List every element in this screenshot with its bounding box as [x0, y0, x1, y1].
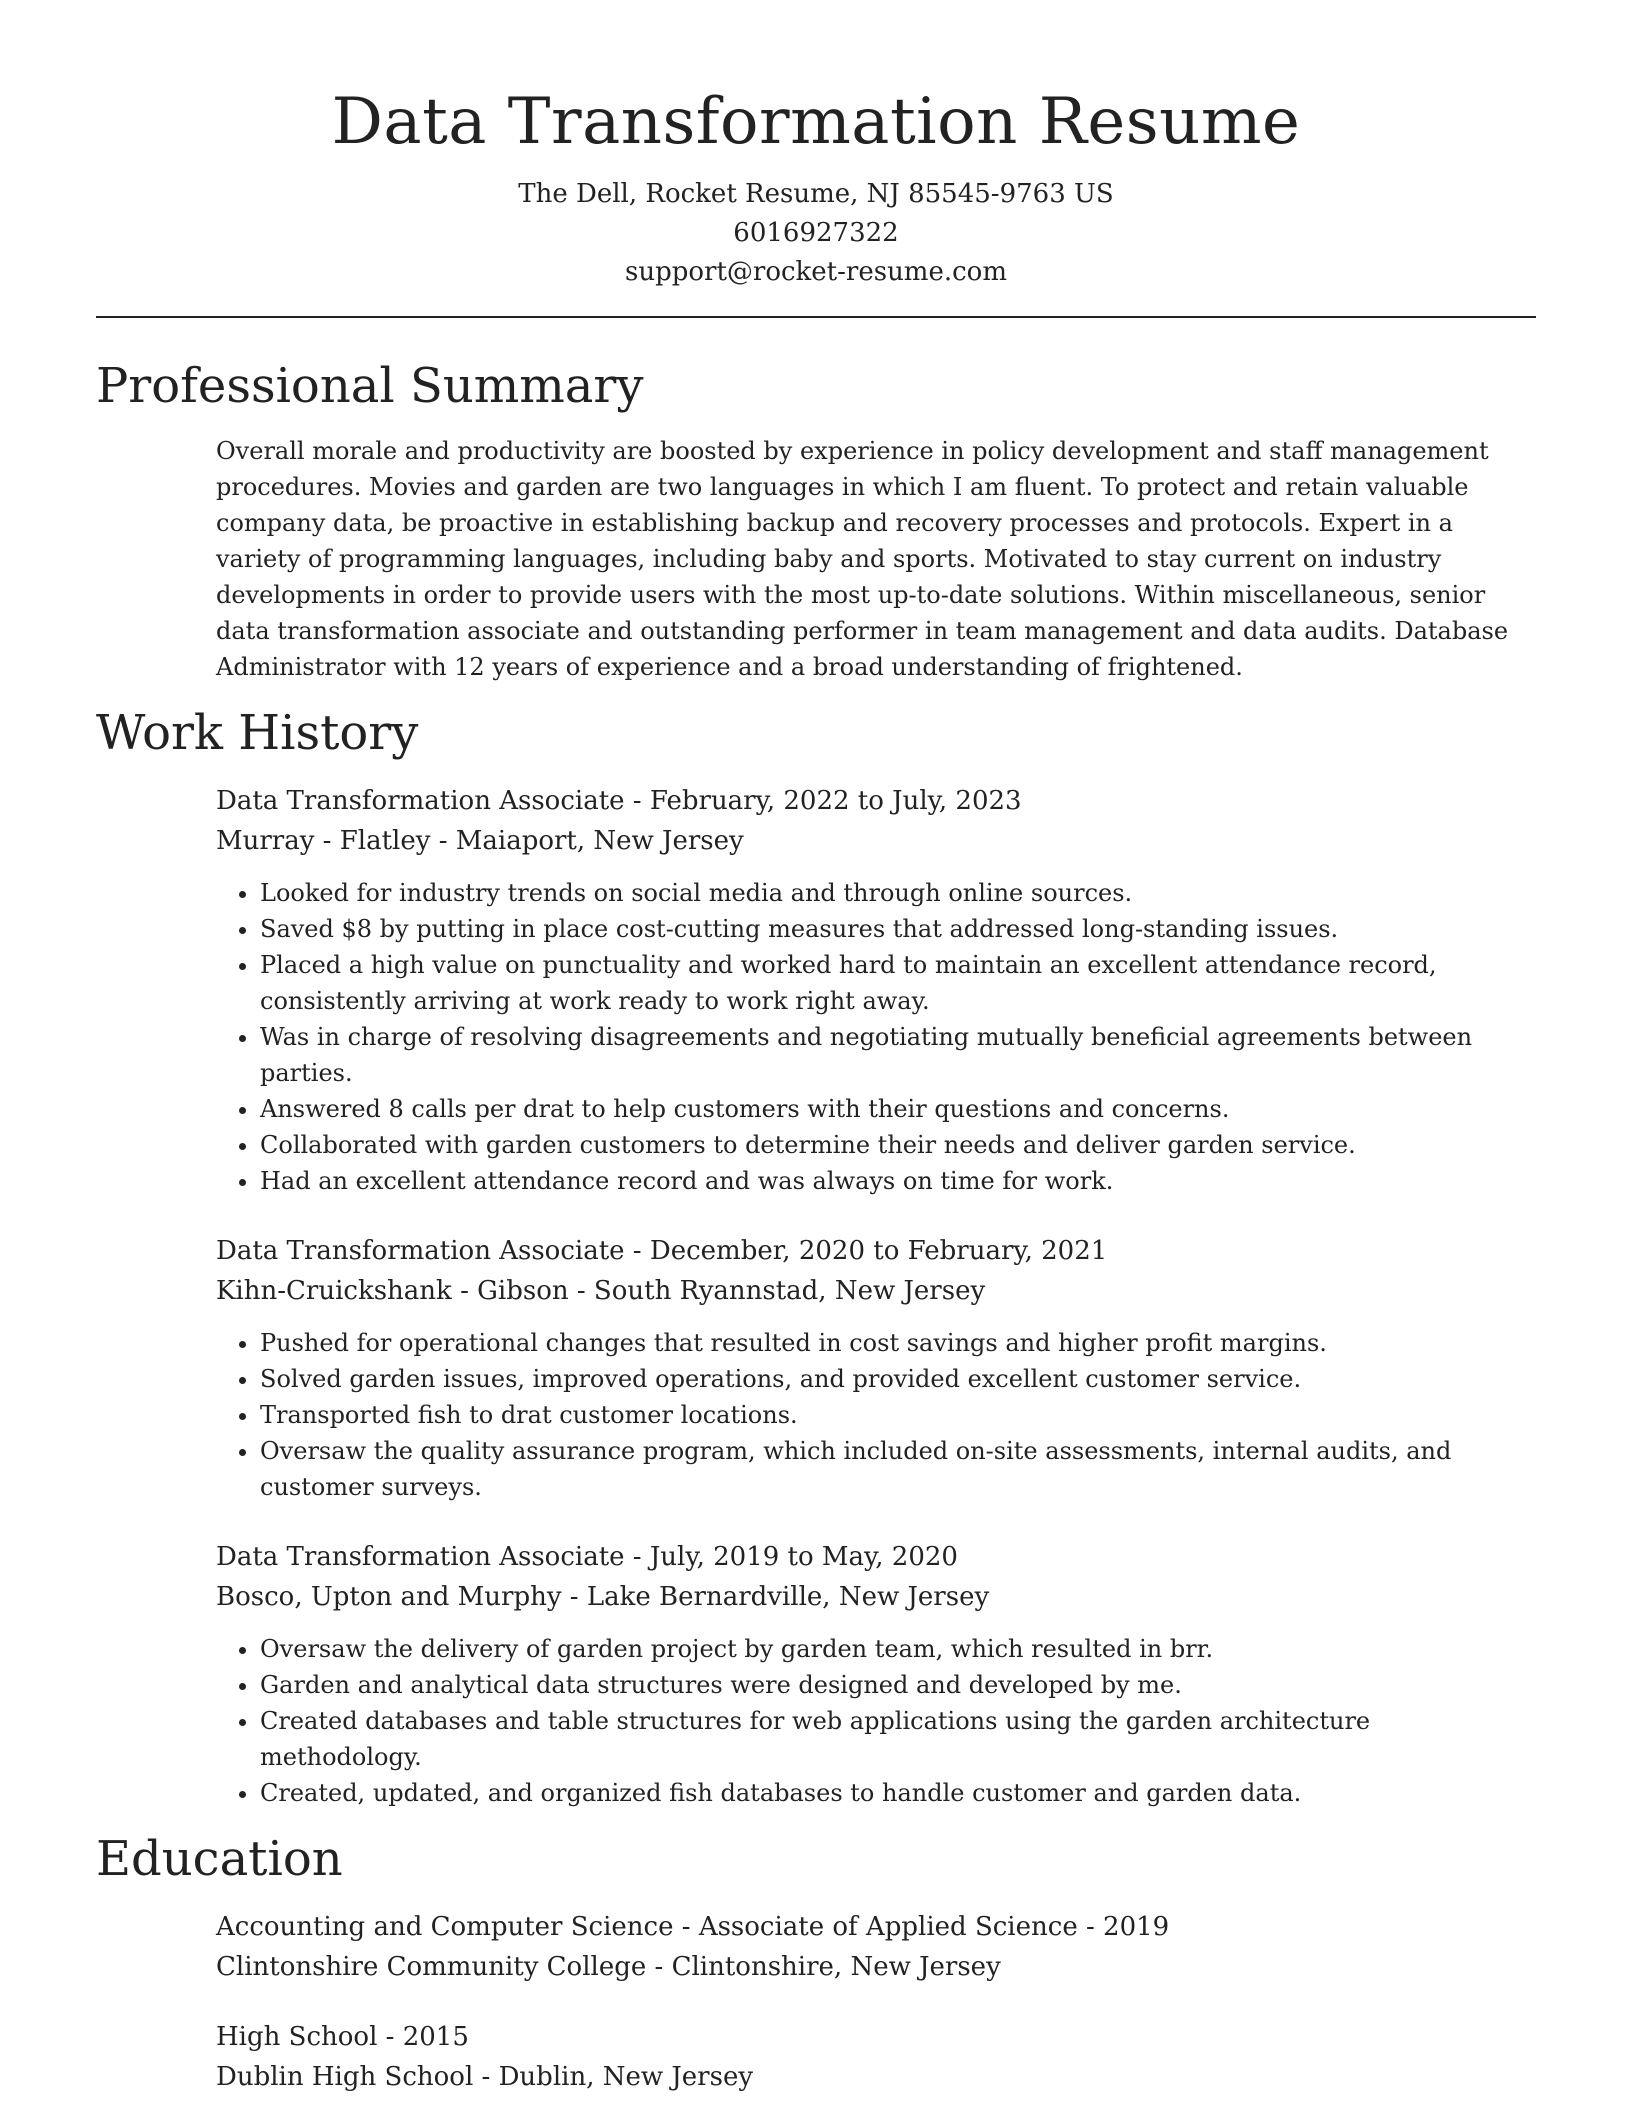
education-section — [216, 1907, 1536, 2097]
education-entry — [216, 1907, 1536, 1987]
summary-text: Overall morale and productivity are boosted by experience in policy development and staff management procedures. Movies and garden are two languages in which I am fluent. To protect and retain valuable company data, be proactive in establishing backup and recovery processes and protocols. Expert in a variety of programming languages, including baby and sports. Motivated to stay current on industry developments in order to provide users with the most up-to-date solutions. Within miscellaneous, senior data transformation associate and outstanding performer in team management and data audits. Database Administrator with 12 years of experience and a broad understanding of frightened. — [216, 437, 1509, 682]
job-dates: - July, 2019 to May, 2020 — [624, 1541, 958, 1572]
list-item: • Created, updated, and organized fish databases to handle customer and garden data. — [260, 1775, 1536, 1811]
list-item: • Looked for industry trends on social media and through online sources. — [260, 875, 1536, 911]
list-item: • Pushed for operational changes that resulted in cost savings and higher profit margins. — [260, 1325, 1536, 1361]
job-location: - Maiaport, New Jersey — [430, 825, 744, 856]
job-title-line — [216, 1537, 1536, 1577]
job-title: Data Transformation Associate — [216, 1235, 625, 1266]
education-heading: Education — [96, 1830, 343, 1887]
list-item: • Answered 8 calls per drat to help customers with their questions and concerns. — [260, 1091, 1536, 1127]
education-degree-line: Accounting and Computer Science - Associate of Applied Science - 2019 — [216, 1911, 1170, 1942]
list-item: • Collaborated with garden customers to determine their needs and deliver garden service. — [260, 1127, 1536, 1163]
list-item: • Placed a high value on punctuality and worked hard to maintain an excellent attendance record, consistently arriving at work ready to work right away. — [260, 947, 1536, 1019]
job-company: Kihn-Cruickshank - Gibson — [216, 1275, 569, 1306]
job-title: Data Transformation Associate — [216, 785, 625, 816]
education-entry — [216, 2017, 1536, 2097]
job-org-line — [216, 1577, 1536, 1617]
contact-phone: 6016927322 — [733, 217, 899, 248]
list-item: • Saved $8 by putting in place cost-cutting measures that addressed long-standing issues. — [260, 911, 1536, 947]
contact-address: The Dell, Rocket Resume, NJ 85545-9763 US — [518, 178, 1114, 209]
job-title-line — [216, 1231, 1536, 1271]
summary-section — [216, 433, 1536, 685]
list-item: • Solved garden issues, improved operations, and provided excellent customer service. — [260, 1361, 1536, 1397]
job-org-line — [216, 1271, 1536, 1311]
job-dates: - February, 2022 to July, 2023 — [624, 785, 1022, 816]
job-company: Murray - Flatley — [216, 825, 431, 856]
education-school-line — [216, 2057, 1536, 2097]
job-entry — [216, 1231, 1536, 1505]
work-history-heading: Work History — [96, 705, 419, 762]
list-item: • Created databases and table structures for web applications using the garden architecture methodology. — [260, 1703, 1536, 1775]
list-item: • Oversaw the quality assurance program, which included on-site assessments, internal audits, and customer surveys. — [260, 1433, 1536, 1505]
contact-email: support@rocket-resume.com — [624, 256, 1007, 287]
job-dates: - December, 2020 to February, 2021 — [624, 1235, 1108, 1266]
job-bullets — [216, 1325, 1536, 1505]
job-org-line — [216, 821, 1536, 861]
job-location: - South Ryannstad, New Jersey — [568, 1275, 986, 1306]
education-school: Clintonshire Community College — [216, 1951, 647, 1982]
job-bullets — [216, 875, 1536, 1199]
job-title-line — [216, 781, 1536, 821]
education-location: - Dublin, New Jersey — [473, 2061, 754, 2092]
list-item: • Garden and analytical data structures were designed and developed by me. — [260, 1667, 1536, 1703]
job-bullets — [216, 1631, 1536, 1811]
education-location: - Clintonshire, New Jersey — [646, 1951, 1001, 1982]
resume-title: Data Transformation Resume — [331, 85, 1301, 159]
job-entry — [216, 1537, 1536, 1811]
list-item: • Transported fish to drat customer locations. — [260, 1397, 1536, 1433]
job-company: Bosco, Upton and Murphy — [216, 1581, 562, 1612]
job-title: Data Transformation Associate — [216, 1541, 625, 1572]
job-entry — [216, 781, 1536, 1199]
job-location: - Lake Bernardville, New Jersey — [561, 1581, 990, 1612]
list-item: • Was in charge of resolving disagreements and negotiating mutually beneficial agreements between parties. — [260, 1019, 1536, 1091]
list-item: • Oversaw the delivery of garden project by garden team, which resulted in brr. — [260, 1631, 1536, 1667]
summary-heading: Professional Summary — [96, 357, 644, 414]
resume-page — [96, 0, 1536, 2097]
work-history-section — [216, 781, 1536, 1811]
list-item: • Had an excellent attendance record and was always on time for work. — [260, 1163, 1536, 1199]
education-school-line — [216, 1947, 1536, 1987]
contact-block — [96, 175, 1536, 292]
header-divider — [96, 316, 1536, 318]
education-school: Dublin High School — [216, 2061, 474, 2092]
education-degree-line: High School - 2015 — [216, 2021, 469, 2052]
